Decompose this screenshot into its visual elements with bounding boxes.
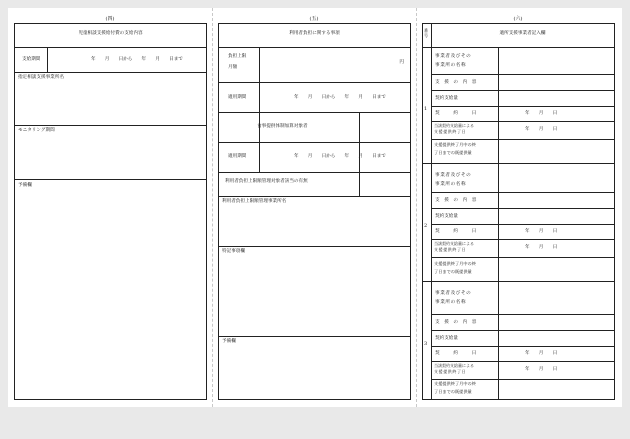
contract-date-label: 契 約 日 [435,111,477,116]
row-number: 1 [424,106,428,112]
amount-label: 契約支給量 [435,96,458,101]
cap-management-label: 利用者負担上限額管理対象者該当の有無 [225,179,308,184]
panel-5-form [218,23,411,400]
applicable-period-2-value: 年 月 日から 年 月 日まで [294,154,386,159]
used-amount-label-line: 了日までの既提供量 [434,150,472,155]
end-date-value: 年 月 日 [525,245,558,250]
panel-4-form [14,23,207,400]
support-period-label: 支給期間 [22,57,41,62]
amount-label: 契約支給量 [435,214,458,219]
provider-name-label-line: 事業所の名称 [435,182,467,187]
panel-title: 適所支援事業者記入欄 [499,31,546,36]
used-amount-label-line: 支援提供終了月中の終 [434,261,476,266]
row-number: 2 [424,223,428,229]
contract-date-label: 契 約 日 [435,351,477,356]
end-date-label-line: 当該契約支給量による [434,123,474,128]
provider-name-label-line: 事業者及びその [435,291,472,296]
number-header-line: 号 [424,33,428,38]
panel-title: 利用者負担に関する事項 [289,31,340,36]
panel-6-form [422,23,615,400]
applicable-period-2-label: 適用期間 [228,154,247,159]
provider-name-label-line: 事業者及びその [435,54,472,59]
support-period-value: 年 月 日から 年 月 日まで [91,57,183,62]
fold-line [212,8,213,407]
content-label: 支 援 の 内 容 [435,320,477,325]
used-amount-label-line: 支援提供終了月中の終 [434,381,476,386]
contract-date-value: 年 月 日 [525,111,558,116]
contract-date-label: 契 約 日 [435,229,477,234]
special-notes-label: 特記事項欄 [222,249,245,254]
cap-provider-label: 利用者負担上限額管理事業所名 [222,199,287,204]
burden-cap-label-line: 月額 [228,65,238,70]
end-date-label-line: 当該契約支給量による [434,241,474,246]
provider-name-label-line: 事業所の名称 [435,63,467,68]
end-date-value: 年 月 日 [525,127,558,132]
used-amount-label-line: 支援提供終了月中の終 [434,142,476,147]
monitoring-period-label: モニタリング期間 [18,128,55,133]
end-date-label-line: 支援提供終了日 [434,129,467,134]
end-date-label-line: 支援提供終了日 [434,369,467,374]
used-amount-label-line: 了日までの既提供量 [434,269,472,274]
burden-cap-label-line: 負担上限 [228,54,247,59]
contract-date-value: 年 月 日 [525,229,558,234]
content-label: 支 援 の 内 容 [435,198,477,203]
row-number: 3 [424,341,428,347]
designated-provider-label: 指定相談支援事業所名 [18,75,64,80]
applicable-period-value: 年 月 日から 年 月 日まで [294,95,386,100]
amount-label: 契約支給量 [435,336,458,341]
content-label: 支 援 の 内 容 [435,80,477,85]
used-amount-label-line: 了日までの既提供量 [434,389,472,394]
provider-name-label-line: 事業者及びその [435,173,472,178]
applicable-period-label: 適用期間 [228,95,247,100]
provider-name-label-line: 事業所の名称 [435,300,467,305]
panel-number: (四) [105,16,115,22]
panel-number: (六) [513,16,523,22]
end-date-value: 年 月 日 [525,367,558,372]
reserve-label: 予備欄 [18,183,32,188]
panel-title: 児童相談支援給付費の支給内容 [78,31,143,36]
contract-date-value: 年 月 日 [525,351,558,356]
reserve-label: 予備欄 [222,339,236,344]
booklet-page [8,8,622,407]
yen-unit: 円 [399,60,404,65]
fold-line [416,8,417,407]
panel-number: (五) [309,16,319,22]
end-date-label-line: 支援提供終了日 [434,247,467,252]
meal-provision-label: 食事提供体制加算対象者 [257,124,308,129]
end-date-label-line: 当該契約支給量による [434,363,474,368]
number-header-line: 番 [424,28,428,33]
